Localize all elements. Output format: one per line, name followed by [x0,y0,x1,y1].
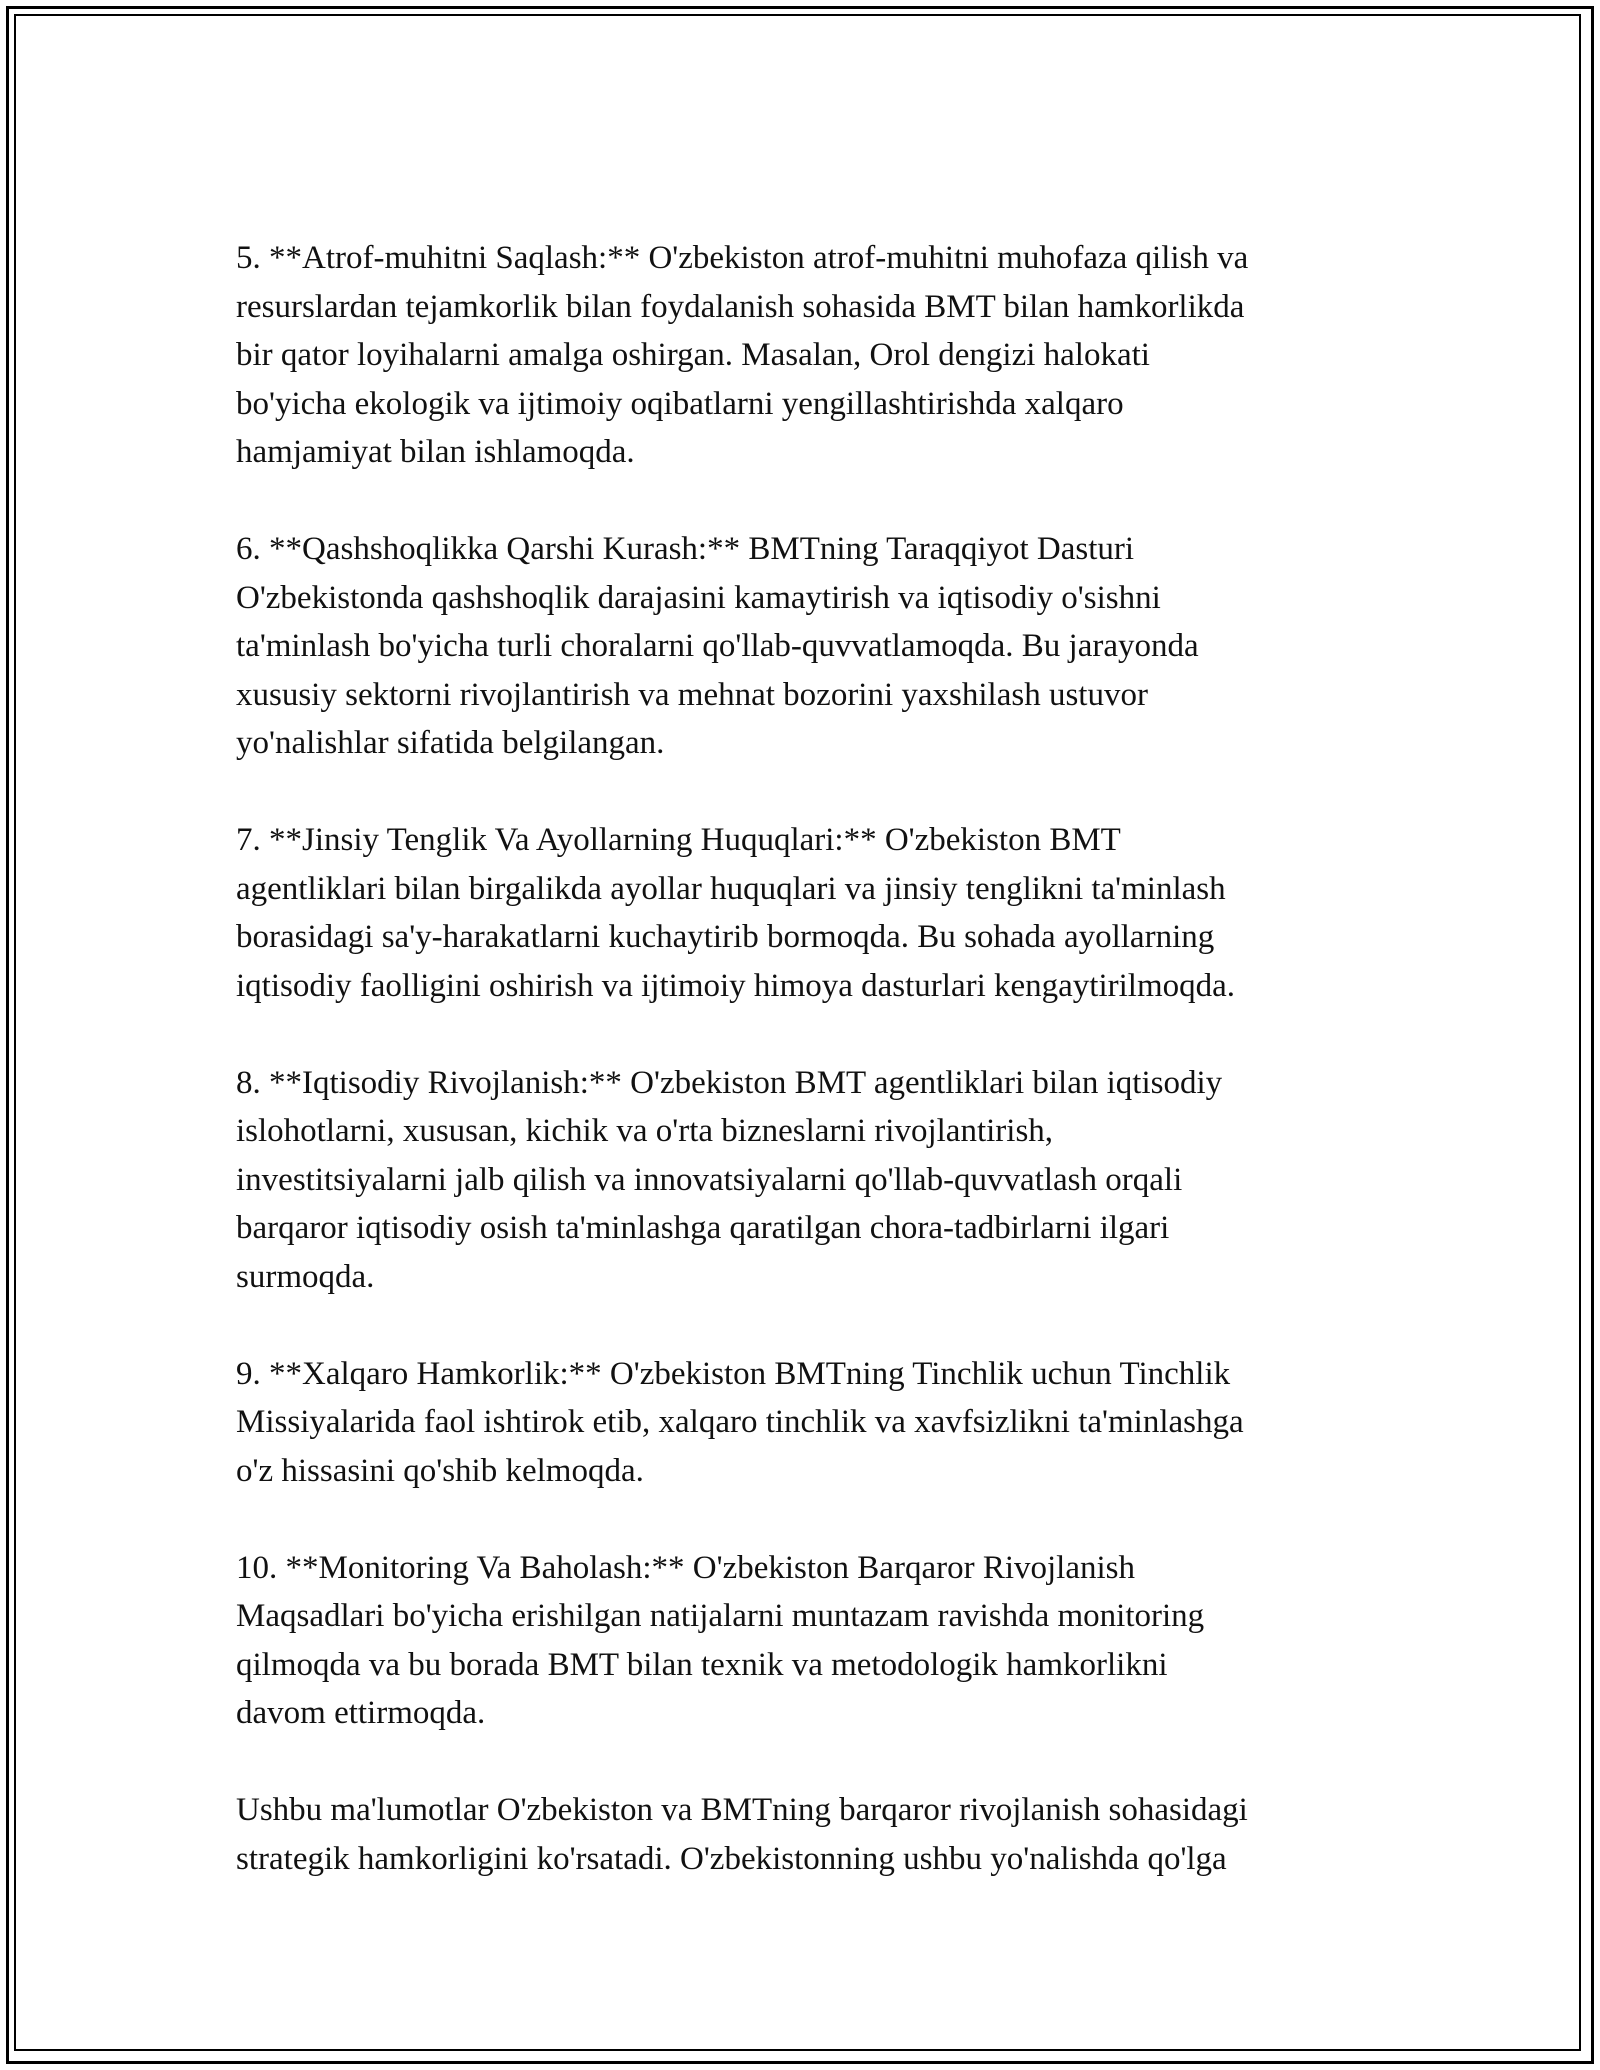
text-line: 10. **Monitoring Va Baholash:** O'zbekiston Barqaror Rivojlanish [236,1549,1135,1586]
text-line: 7. **Jinsiy Tenglik Va Ayollarning Huquqlari:** O'zbekiston BMT [236,822,1121,858]
text-line: Ushbu ma'lumotlar O'zbekiston va BMTning barqaror rivojlanish sohasidagi [236,1792,1248,1828]
paragraph-summary [236,1786,1376,1883]
text-line: barqaror iqtisodiy osish ta'minlashga qaratilgan chora-tadbirlarni ilgari [236,1210,1170,1246]
paragraph-gender-equality [236,816,1376,1010]
text-line: islohotlarni, xususan, kichik va o'rta bizneslarni rivojlantirish, [236,1113,1054,1149]
paragraph-environment [236,234,1376,477]
text-line: investitsiyalarni jalb qilish va innovatsiyalarni qo'llab-quvvatlash orqali [236,1161,1183,1198]
text-line: bir qator loyihalarni amalga oshirgan. Masalan, Orol dengizi halokati [236,337,1150,373]
text-line: 8. **Iqtisodiy Rivojlanish:** O'zbekiston BMT agentliklari bilan iqtisodiy [236,1064,1223,1101]
text-line: hamjamiyat bilan ishlamoqda. [236,434,635,470]
text-line: yo'nalishlar sifatida belgilangan. [236,725,665,761]
text-line: o'z hissasini qo'shib kelmoqda. [236,1452,644,1489]
text-line: davom ettirmoqda. [236,1695,486,1731]
text-line: O'zbekistonda qashshoqlik darajasini kamaytirish va iqtisodiy o'sishni [236,579,1161,616]
text-line: xususiy sektorni rivojlantirish va mehnat bozorini yaxshilash ustuvor [236,676,1148,713]
text-line: qilmoqda va bu borada BMT bilan texnik va metodologik hamkorlikni [236,1646,1168,1683]
paragraph-international-cooperation [236,1350,1376,1496]
text-line: iqtisodiy faolligini oshirish va ijtimoiy himoya dasturlari kengaytirilmoqda. [236,967,1236,1004]
text-line: agentliklari bilan birgalikda ayollar huquqlari va jinsiy tenglikni ta'minlash [236,870,1226,907]
text-line: surmoqda. [236,1258,375,1295]
text-line: strategik hamkorligini ko'rsatadi. O'zbekistonning ushbu yo'nalishda qo'lga [236,1840,1227,1877]
text-line: ta'minlash bo'yicha turli choralarni qo'llab-quvvatlamoqda. Bu jarayonda [236,628,1199,664]
text-line: Missiyalarida faol ishtirok etib, xalqaro tinchlik va xavfsizlikni ta'minlashga [236,1404,1244,1440]
paragraph-poverty [236,525,1376,768]
document-body [236,234,1376,1932]
paragraph-economic-development [236,1059,1376,1302]
text-line: 9. **Xalqaro Hamkorlik:** O'zbekiston BMTning Tinchlik uchun Tinchlik [236,1355,1231,1392]
text-line: Maqsadlari bo'yicha erishilgan natijalarni muntazam ravishda monitoring [236,1598,1205,1634]
paragraph-monitoring [236,1544,1376,1738]
text-line: 6. **Qashshoqlikka Qarshi Kurash:** BMTning Taraqqiyot Dasturi [236,531,1135,567]
text-line: bo'yicha ekologik va ijtimoiy oqibatlarni yengillashtirishda xalqaro [236,385,1124,422]
text-line: resurslardan tejamkorlik bilan foydalanish sohasida BMT bilan hamkorlikda [236,288,1245,325]
text-line: 5. **Atrof-muhitni Saqlash:** O'zbekiston atrof-muhitni muhofaza qilish va [236,240,1249,276]
text-line: borasidagi sa'y-harakatlarni kuchaytirib bormoqda. Bu sohada ayollarning [236,919,1215,955]
